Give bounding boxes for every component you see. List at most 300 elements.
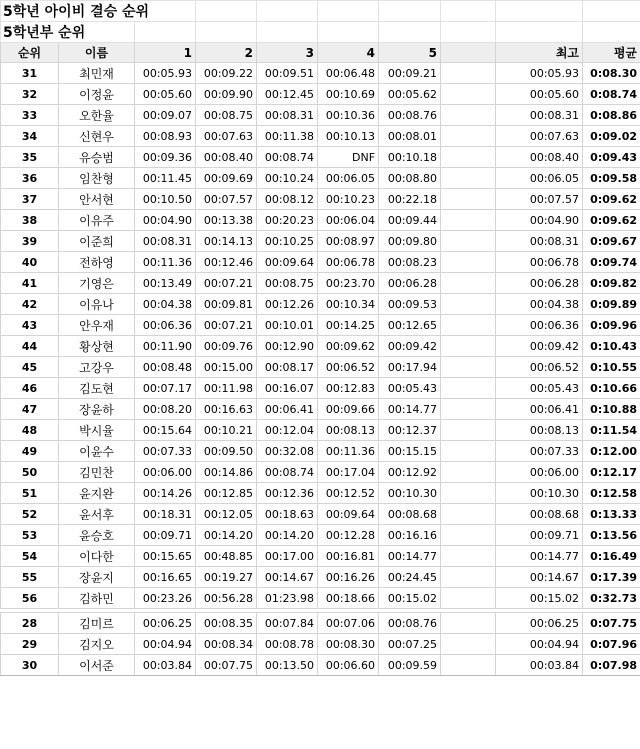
name-cell[interactable]: 이유나 xyxy=(59,294,135,315)
rank-cell[interactable]: 38 xyxy=(1,210,59,231)
name-cell[interactable]: 황상현 xyxy=(59,336,135,357)
best-cell[interactable]: 00:08.31 xyxy=(496,105,583,126)
attempt-4-cell[interactable]: 00:06.60 xyxy=(318,655,379,676)
rank-cell[interactable]: 56 xyxy=(1,588,59,609)
empty-cell[interactable] xyxy=(441,168,496,189)
best-cell[interactable]: 00:09.71 xyxy=(496,525,583,546)
attempt-1-cell[interactable]: 00:08.48 xyxy=(135,357,196,378)
attempt-2-cell[interactable]: 00:08.40 xyxy=(196,147,257,168)
empty-cell[interactable] xyxy=(441,525,496,546)
attempt-2-cell[interactable]: 00:09.69 xyxy=(196,168,257,189)
attempt-3-cell[interactable]: 00:08.75 xyxy=(257,273,318,294)
best-cell[interactable]: 00:04.90 xyxy=(496,210,583,231)
empty-cell[interactable] xyxy=(318,22,379,43)
attempt-4-cell[interactable]: 00:06.78 xyxy=(318,252,379,273)
attempt-2-cell[interactable]: 00:07.21 xyxy=(196,315,257,336)
best-cell[interactable]: 00:07.57 xyxy=(496,189,583,210)
name-cell[interactable]: 유승범 xyxy=(59,147,135,168)
attempt-3-cell[interactable]: 00:14.67 xyxy=(257,567,318,588)
attempt-2-cell[interactable]: 00:48.85 xyxy=(196,546,257,567)
average-cell[interactable]: 0:07.96 xyxy=(583,634,640,655)
attempt-4-cell[interactable]: 00:10.69 xyxy=(318,84,379,105)
attempt-2-cell[interactable]: 00:15.00 xyxy=(196,357,257,378)
attempt-4-cell[interactable]: 00:08.97 xyxy=(318,231,379,252)
attempt-3-cell[interactable]: 00:12.04 xyxy=(257,420,318,441)
attempt-3-cell[interactable]: 01:23.98 xyxy=(257,588,318,609)
attempt-5-cell[interactable]: 00:09.42 xyxy=(379,336,441,357)
name-cell[interactable]: 윤승호 xyxy=(59,525,135,546)
best-cell[interactable]: 00:04.94 xyxy=(496,634,583,655)
attempt-5-cell[interactable]: 00:12.37 xyxy=(379,420,441,441)
rank-cell[interactable]: 47 xyxy=(1,399,59,420)
attempt-2-cell[interactable]: 00:07.63 xyxy=(196,126,257,147)
attempt-1-cell[interactable]: 00:15.64 xyxy=(135,420,196,441)
attempt-2-cell[interactable]: 00:09.81 xyxy=(196,294,257,315)
attempt-5-cell[interactable]: 00:08.76 xyxy=(379,105,441,126)
name-cell[interactable]: 안우재 xyxy=(59,315,135,336)
attempt-3-cell[interactable]: 00:18.63 xyxy=(257,504,318,525)
name-cell[interactable]: 임찬형 xyxy=(59,168,135,189)
attempt-4-cell[interactable]: 00:14.25 xyxy=(318,315,379,336)
average-cell[interactable]: 0:09.89 xyxy=(583,294,640,315)
attempt-1-cell[interactable]: 00:05.93 xyxy=(135,63,196,84)
attempt-5-cell[interactable]: 00:15.15 xyxy=(379,441,441,462)
rank-cell[interactable]: 53 xyxy=(1,525,59,546)
attempt-4-cell[interactable]: 00:12.28 xyxy=(318,525,379,546)
empty-cell[interactable] xyxy=(196,1,257,22)
attempt-3-cell[interactable]: 00:14.20 xyxy=(257,525,318,546)
attempt-2-cell[interactable]: 00:08.75 xyxy=(196,105,257,126)
best-cell[interactable]: 00:06.25 xyxy=(496,613,583,634)
attempt-2-cell[interactable]: 00:14.13 xyxy=(196,231,257,252)
attempt-1-cell[interactable]: 00:15.65 xyxy=(135,546,196,567)
average-cell[interactable]: 0:09.58 xyxy=(583,168,640,189)
average-cell[interactable]: 0:09.96 xyxy=(583,315,640,336)
empty-cell[interactable] xyxy=(441,504,496,525)
attempt-2-cell[interactable]: 00:56.28 xyxy=(196,588,257,609)
empty-cell[interactable] xyxy=(441,63,496,84)
header-attempt-3[interactable]: 3 xyxy=(257,43,318,63)
empty-cell[interactable] xyxy=(441,231,496,252)
empty-cell[interactable] xyxy=(441,483,496,504)
attempt-5-cell[interactable]: 00:08.76 xyxy=(379,613,441,634)
empty-cell[interactable] xyxy=(441,22,496,43)
attempt-4-cell[interactable]: 00:23.70 xyxy=(318,273,379,294)
attempt-1-cell[interactable]: 00:05.60 xyxy=(135,84,196,105)
attempt-3-cell[interactable]: 00:06.41 xyxy=(257,399,318,420)
attempt-3-cell[interactable]: 00:08.17 xyxy=(257,357,318,378)
rank-cell[interactable]: 32 xyxy=(1,84,59,105)
average-cell[interactable]: 0:10.55 xyxy=(583,357,640,378)
attempt-2-cell[interactable]: 00:12.46 xyxy=(196,252,257,273)
empty-cell[interactable] xyxy=(441,147,496,168)
rank-cell[interactable]: 41 xyxy=(1,273,59,294)
best-cell[interactable]: 00:10.30 xyxy=(496,483,583,504)
average-cell[interactable]: 0:09.82 xyxy=(583,273,640,294)
attempt-4-cell[interactable]: 00:06.48 xyxy=(318,63,379,84)
empty-cell[interactable] xyxy=(441,126,496,147)
name-cell[interactable]: 기영은 xyxy=(59,273,135,294)
attempt-5-cell[interactable]: 00:24.45 xyxy=(379,567,441,588)
attempt-3-cell[interactable]: 00:08.78 xyxy=(257,634,318,655)
attempt-5-cell[interactable]: 00:08.80 xyxy=(379,168,441,189)
attempt-4-cell[interactable]: 00:12.83 xyxy=(318,378,379,399)
best-cell[interactable]: 00:08.31 xyxy=(496,231,583,252)
attempt-1-cell[interactable]: 00:07.17 xyxy=(135,378,196,399)
empty-cell[interactable] xyxy=(441,462,496,483)
average-cell[interactable]: 0:09.74 xyxy=(583,252,640,273)
best-cell[interactable]: 00:06.41 xyxy=(496,399,583,420)
best-cell[interactable]: 00:15.02 xyxy=(496,588,583,609)
attempt-2-cell[interactable]: 00:13.38 xyxy=(196,210,257,231)
attempt-5-cell[interactable]: 00:16.16 xyxy=(379,525,441,546)
rank-cell[interactable]: 43 xyxy=(1,315,59,336)
average-cell[interactable]: 0:09.67 xyxy=(583,231,640,252)
attempt-2-cell[interactable]: 00:07.75 xyxy=(196,655,257,676)
attempt-3-cell[interactable]: 00:17.00 xyxy=(257,546,318,567)
attempt-2-cell[interactable]: 00:11.98 xyxy=(196,378,257,399)
rank-cell[interactable]: 45 xyxy=(1,357,59,378)
rank-cell[interactable]: 40 xyxy=(1,252,59,273)
attempt-3-cell[interactable]: 00:08.74 xyxy=(257,147,318,168)
attempt-3-cell[interactable]: 00:13.50 xyxy=(257,655,318,676)
best-cell[interactable]: 00:06.78 xyxy=(496,252,583,273)
name-cell[interactable]: 윤서후 xyxy=(59,504,135,525)
empty-cell[interactable] xyxy=(135,22,196,43)
attempt-5-cell[interactable]: 00:05.43 xyxy=(379,378,441,399)
empty-cell[interactable] xyxy=(379,1,441,22)
rank-cell[interactable]: 30 xyxy=(1,655,59,676)
name-cell[interactable]: 김민찬 xyxy=(59,462,135,483)
attempt-3-cell[interactable]: 00:10.24 xyxy=(257,168,318,189)
attempt-1-cell[interactable]: 00:09.71 xyxy=(135,525,196,546)
best-cell[interactable]: 00:05.43 xyxy=(496,378,583,399)
empty-cell[interactable] xyxy=(496,1,583,22)
header-attempt-2[interactable]: 2 xyxy=(196,43,257,63)
average-cell[interactable]: 0:17.39 xyxy=(583,567,640,588)
best-cell[interactable]: 00:08.13 xyxy=(496,420,583,441)
empty-cell[interactable] xyxy=(441,420,496,441)
name-cell[interactable]: 윤지완 xyxy=(59,483,135,504)
empty-header-cell[interactable] xyxy=(441,43,496,63)
attempt-5-cell[interactable]: 00:08.68 xyxy=(379,504,441,525)
average-cell[interactable]: 0:13.33 xyxy=(583,504,640,525)
average-cell[interactable]: 0:12.17 xyxy=(583,462,640,483)
attempt-1-cell[interactable]: 00:08.93 xyxy=(135,126,196,147)
attempt-2-cell[interactable]: 00:10.21 xyxy=(196,420,257,441)
attempt-2-cell[interactable]: 00:16.63 xyxy=(196,399,257,420)
name-cell[interactable]: 신현우 xyxy=(59,126,135,147)
attempt-5-cell[interactable]: 00:05.62 xyxy=(379,84,441,105)
best-cell[interactable]: 00:04.38 xyxy=(496,294,583,315)
rank-cell[interactable]: 29 xyxy=(1,634,59,655)
rank-cell[interactable]: 34 xyxy=(1,126,59,147)
sheet-title[interactable]: 5학년 아이비 결승 순위 xyxy=(1,1,196,22)
attempt-3-cell[interactable]: 00:16.07 xyxy=(257,378,318,399)
attempt-4-cell[interactable]: 00:06.52 xyxy=(318,357,379,378)
empty-cell[interactable] xyxy=(441,105,496,126)
average-cell[interactable]: 0:08.30 xyxy=(583,63,640,84)
empty-cell[interactable] xyxy=(441,1,496,22)
header-attempt-4[interactable]: 4 xyxy=(318,43,379,63)
attempt-4-cell[interactable]: 00:09.62 xyxy=(318,336,379,357)
attempt-3-cell[interactable]: 00:12.36 xyxy=(257,483,318,504)
best-cell[interactable]: 00:06.52 xyxy=(496,357,583,378)
average-cell[interactable]: 0:10.88 xyxy=(583,399,640,420)
attempt-3-cell[interactable]: 00:12.45 xyxy=(257,84,318,105)
attempt-4-cell[interactable]: 00:06.05 xyxy=(318,168,379,189)
rank-cell[interactable]: 51 xyxy=(1,483,59,504)
empty-cell[interactable] xyxy=(196,22,257,43)
average-cell[interactable]: 0:10.66 xyxy=(583,378,640,399)
attempt-1-cell[interactable]: 00:11.36 xyxy=(135,252,196,273)
attempt-5-cell[interactable]: 00:09.53 xyxy=(379,294,441,315)
attempt-2-cell[interactable]: 00:09.50 xyxy=(196,441,257,462)
sheet-subtitle[interactable]: 5학년부 순위 xyxy=(1,22,135,43)
attempt-4-cell[interactable]: DNF xyxy=(318,147,379,168)
attempt-1-cell[interactable]: 00:06.00 xyxy=(135,462,196,483)
average-cell[interactable]: 0:08.74 xyxy=(583,84,640,105)
attempt-5-cell[interactable]: 00:08.01 xyxy=(379,126,441,147)
empty-cell[interactable] xyxy=(441,613,496,634)
attempt-3-cell[interactable]: 00:20.23 xyxy=(257,210,318,231)
attempt-2-cell[interactable]: 00:09.90 xyxy=(196,84,257,105)
attempt-5-cell[interactable]: 00:09.80 xyxy=(379,231,441,252)
attempt-4-cell[interactable]: 00:08.13 xyxy=(318,420,379,441)
best-cell[interactable]: 00:05.60 xyxy=(496,84,583,105)
name-cell[interactable]: 이유주 xyxy=(59,210,135,231)
average-cell[interactable]: 0:09.43 xyxy=(583,147,640,168)
average-cell[interactable]: 0:08.86 xyxy=(583,105,640,126)
empty-cell[interactable] xyxy=(441,210,496,231)
average-cell[interactable]: 0:16.49 xyxy=(583,546,640,567)
best-cell[interactable]: 00:05.93 xyxy=(496,63,583,84)
name-cell[interactable]: 김하민 xyxy=(59,588,135,609)
attempt-5-cell[interactable]: 00:09.21 xyxy=(379,63,441,84)
rank-cell[interactable]: 42 xyxy=(1,294,59,315)
attempt-3-cell[interactable]: 00:08.12 xyxy=(257,189,318,210)
best-cell[interactable]: 00:06.36 xyxy=(496,315,583,336)
attempt-4-cell[interactable]: 00:12.52 xyxy=(318,483,379,504)
name-cell[interactable]: 오한율 xyxy=(59,105,135,126)
best-cell[interactable]: 00:08.68 xyxy=(496,504,583,525)
rank-cell[interactable]: 50 xyxy=(1,462,59,483)
attempt-4-cell[interactable]: 00:09.66 xyxy=(318,399,379,420)
empty-cell[interactable] xyxy=(441,441,496,462)
attempt-3-cell[interactable]: 00:10.01 xyxy=(257,315,318,336)
attempt-1-cell[interactable]: 00:14.26 xyxy=(135,483,196,504)
empty-cell[interactable] xyxy=(441,294,496,315)
attempt-1-cell[interactable]: 00:13.49 xyxy=(135,273,196,294)
best-cell[interactable]: 00:08.40 xyxy=(496,147,583,168)
header-average[interactable]: 평균 xyxy=(583,43,640,63)
attempt-4-cell[interactable]: 00:16.26 xyxy=(318,567,379,588)
best-cell[interactable]: 00:06.00 xyxy=(496,462,583,483)
average-cell[interactable]: 0:13.56 xyxy=(583,525,640,546)
attempt-3-cell[interactable]: 00:10.25 xyxy=(257,231,318,252)
name-cell[interactable]: 이정윤 xyxy=(59,84,135,105)
attempt-1-cell[interactable]: 00:06.25 xyxy=(135,613,196,634)
average-cell[interactable]: 0:07.75 xyxy=(583,613,640,634)
name-cell[interactable]: 최민재 xyxy=(59,63,135,84)
rank-cell[interactable]: 44 xyxy=(1,336,59,357)
attempt-5-cell[interactable]: 00:09.59 xyxy=(379,655,441,676)
empty-cell[interactable] xyxy=(441,357,496,378)
average-cell[interactable]: 0:12.58 xyxy=(583,483,640,504)
attempt-1-cell[interactable]: 00:10.50 xyxy=(135,189,196,210)
empty-cell[interactable] xyxy=(583,1,640,22)
attempt-2-cell[interactable]: 00:09.22 xyxy=(196,63,257,84)
name-cell[interactable]: 김도현 xyxy=(59,378,135,399)
attempt-2-cell[interactable]: 00:08.34 xyxy=(196,634,257,655)
empty-cell[interactable] xyxy=(441,567,496,588)
attempt-4-cell[interactable]: 00:10.23 xyxy=(318,189,379,210)
name-cell[interactable]: 김미르 xyxy=(59,613,135,634)
attempt-2-cell[interactable]: 00:12.05 xyxy=(196,504,257,525)
attempt-4-cell[interactable]: 00:18.66 xyxy=(318,588,379,609)
attempt-2-cell[interactable]: 00:07.57 xyxy=(196,189,257,210)
best-cell[interactable]: 00:09.42 xyxy=(496,336,583,357)
attempt-4-cell[interactable]: 00:10.36 xyxy=(318,105,379,126)
rank-cell[interactable]: 28 xyxy=(1,613,59,634)
header-attempt-1[interactable]: 1 xyxy=(135,43,196,63)
best-cell[interactable]: 00:07.63 xyxy=(496,126,583,147)
average-cell[interactable]: 0:07.98 xyxy=(583,655,640,676)
attempt-1-cell[interactable]: 00:06.36 xyxy=(135,315,196,336)
attempt-5-cell[interactable]: 00:17.94 xyxy=(379,357,441,378)
attempt-3-cell[interactable]: 00:08.31 xyxy=(257,105,318,126)
empty-cell[interactable] xyxy=(441,655,496,676)
rank-cell[interactable]: 33 xyxy=(1,105,59,126)
attempt-1-cell[interactable]: 00:16.65 xyxy=(135,567,196,588)
attempt-1-cell[interactable]: 00:03.84 xyxy=(135,655,196,676)
rank-cell[interactable]: 52 xyxy=(1,504,59,525)
best-cell[interactable]: 00:03.84 xyxy=(496,655,583,676)
header-best[interactable]: 최고 xyxy=(496,43,583,63)
attempt-2-cell[interactable]: 00:07.21 xyxy=(196,273,257,294)
empty-cell[interactable] xyxy=(583,22,640,43)
attempt-5-cell[interactable]: 00:14.77 xyxy=(379,546,441,567)
empty-cell[interactable] xyxy=(441,336,496,357)
empty-cell[interactable] xyxy=(441,189,496,210)
average-cell[interactable]: 0:12.00 xyxy=(583,441,640,462)
attempt-2-cell[interactable]: 00:09.76 xyxy=(196,336,257,357)
rank-cell[interactable]: 49 xyxy=(1,441,59,462)
rank-cell[interactable]: 48 xyxy=(1,420,59,441)
attempt-1-cell[interactable]: 00:11.90 xyxy=(135,336,196,357)
attempt-4-cell[interactable]: 00:10.34 xyxy=(318,294,379,315)
average-cell[interactable]: 0:09.02 xyxy=(583,126,640,147)
attempt-1-cell[interactable]: 00:07.33 xyxy=(135,441,196,462)
name-cell[interactable]: 이다한 xyxy=(59,546,135,567)
name-cell[interactable]: 박시율 xyxy=(59,420,135,441)
attempt-5-cell[interactable]: 00:12.92 xyxy=(379,462,441,483)
attempt-4-cell[interactable]: 00:09.64 xyxy=(318,504,379,525)
name-cell[interactable]: 안서현 xyxy=(59,189,135,210)
attempt-3-cell[interactable]: 00:12.90 xyxy=(257,336,318,357)
attempt-3-cell[interactable]: 00:32.08 xyxy=(257,441,318,462)
empty-cell[interactable] xyxy=(441,273,496,294)
empty-cell[interactable] xyxy=(257,1,318,22)
rank-cell[interactable]: 55 xyxy=(1,567,59,588)
average-cell[interactable]: 0:32.73 xyxy=(583,588,640,609)
attempt-3-cell[interactable]: 00:11.38 xyxy=(257,126,318,147)
attempt-4-cell[interactable]: 00:07.06 xyxy=(318,613,379,634)
attempt-5-cell[interactable]: 00:22.18 xyxy=(379,189,441,210)
attempt-4-cell[interactable]: 00:16.81 xyxy=(318,546,379,567)
empty-cell[interactable] xyxy=(441,634,496,655)
attempt-3-cell[interactable]: 00:07.84 xyxy=(257,613,318,634)
average-cell[interactable]: 0:09.62 xyxy=(583,189,640,210)
attempt-2-cell[interactable]: 00:14.20 xyxy=(196,525,257,546)
rank-cell[interactable]: 35 xyxy=(1,147,59,168)
rank-cell[interactable]: 39 xyxy=(1,231,59,252)
attempt-1-cell[interactable]: 00:09.07 xyxy=(135,105,196,126)
attempt-3-cell[interactable]: 00:09.51 xyxy=(257,63,318,84)
attempt-4-cell[interactable]: 00:08.30 xyxy=(318,634,379,655)
attempt-1-cell[interactable]: 00:04.90 xyxy=(135,210,196,231)
attempt-3-cell[interactable]: 00:08.74 xyxy=(257,462,318,483)
attempt-5-cell[interactable]: 00:09.44 xyxy=(379,210,441,231)
attempt-1-cell[interactable]: 00:23.26 xyxy=(135,588,196,609)
best-cell[interactable]: 00:07.33 xyxy=(496,441,583,462)
attempt-4-cell[interactable]: 00:10.13 xyxy=(318,126,379,147)
empty-cell[interactable] xyxy=(379,22,441,43)
empty-cell[interactable] xyxy=(441,378,496,399)
attempt-1-cell[interactable]: 00:08.20 xyxy=(135,399,196,420)
name-cell[interactable]: 이윤수 xyxy=(59,441,135,462)
attempt-1-cell[interactable]: 00:09.36 xyxy=(135,147,196,168)
attempt-1-cell[interactable]: 00:04.38 xyxy=(135,294,196,315)
attempt-3-cell[interactable]: 00:09.64 xyxy=(257,252,318,273)
average-cell[interactable]: 0:10.43 xyxy=(583,336,640,357)
attempt-2-cell[interactable]: 00:08.35 xyxy=(196,613,257,634)
attempt-5-cell[interactable]: 00:10.30 xyxy=(379,483,441,504)
rank-cell[interactable]: 54 xyxy=(1,546,59,567)
name-cell[interactable]: 이서준 xyxy=(59,655,135,676)
attempt-2-cell[interactable]: 00:14.86 xyxy=(196,462,257,483)
attempt-1-cell[interactable]: 00:04.94 xyxy=(135,634,196,655)
empty-cell[interactable] xyxy=(441,588,496,609)
attempt-4-cell[interactable]: 00:11.36 xyxy=(318,441,379,462)
rank-cell[interactable]: 31 xyxy=(1,63,59,84)
rank-cell[interactable]: 46 xyxy=(1,378,59,399)
attempt-5-cell[interactable]: 00:15.02 xyxy=(379,588,441,609)
empty-cell[interactable] xyxy=(441,252,496,273)
header-rank[interactable]: 순위 xyxy=(1,43,59,63)
attempt-1-cell[interactable]: 00:08.31 xyxy=(135,231,196,252)
empty-cell[interactable] xyxy=(441,546,496,567)
attempt-4-cell[interactable]: 00:17.04 xyxy=(318,462,379,483)
name-cell[interactable]: 장윤하 xyxy=(59,399,135,420)
attempt-5-cell[interactable]: 00:10.18 xyxy=(379,147,441,168)
attempt-1-cell[interactable]: 00:11.45 xyxy=(135,168,196,189)
attempt-2-cell[interactable]: 00:19.27 xyxy=(196,567,257,588)
attempt-5-cell[interactable]: 00:06.28 xyxy=(379,273,441,294)
attempt-5-cell[interactable]: 00:08.23 xyxy=(379,252,441,273)
name-cell[interactable]: 고강우 xyxy=(59,357,135,378)
attempt-4-cell[interactable]: 00:06.04 xyxy=(318,210,379,231)
attempt-5-cell[interactable]: 00:14.77 xyxy=(379,399,441,420)
name-cell[interactable]: 김지오 xyxy=(59,634,135,655)
average-cell[interactable]: 0:09.62 xyxy=(583,210,640,231)
attempt-5-cell[interactable]: 00:12.65 xyxy=(379,315,441,336)
rank-cell[interactable]: 37 xyxy=(1,189,59,210)
best-cell[interactable]: 00:06.28 xyxy=(496,273,583,294)
empty-cell[interactable] xyxy=(318,1,379,22)
name-cell[interactable]: 전하영 xyxy=(59,252,135,273)
name-cell[interactable]: 장윤지 xyxy=(59,567,135,588)
